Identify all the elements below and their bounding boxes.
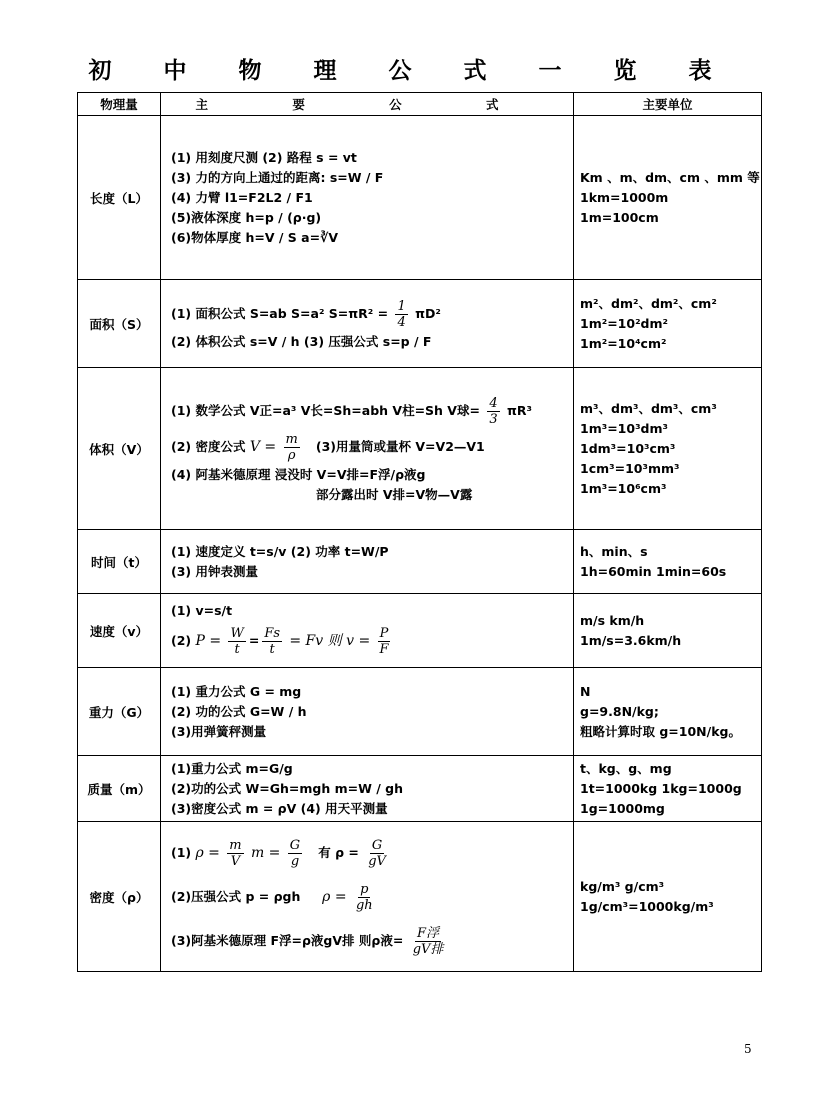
formula-line: (1)重力公式 m=G/g — [171, 760, 293, 776]
unit-line: h、min、s — [580, 543, 648, 559]
formula-text: (1) 面积公式 S=ab S=a² S=πR² = — [171, 305, 389, 321]
page-number: 5 — [744, 1042, 752, 1056]
unit-line: N — [580, 683, 591, 699]
formula-text: 有 ρ = — [318, 844, 359, 860]
unit-line: 1m=100cm — [580, 209, 659, 225]
units-cell — [574, 368, 762, 530]
formula-table — [77, 92, 762, 972]
quantity-cell: 密度（ρ） — [78, 822, 161, 972]
unit-line: 1g=1000mg — [580, 800, 665, 816]
formula-text: ρ = — [322, 888, 347, 905]
unit-line: 1m²=10⁴cm² — [580, 335, 667, 351]
fraction — [395, 299, 407, 330]
unit-line: 1cm³=10³mm³ — [580, 460, 680, 476]
fraction-numerator: G — [371, 837, 383, 853]
formula-line: (1) v=s/t — [171, 602, 233, 618]
formula-line: (2) 功的公式 G=W / h — [171, 703, 307, 719]
quantity-cell: 重力（G） — [78, 668, 161, 756]
fraction-numerator: m — [285, 431, 298, 447]
formula-text: ρ = — [195, 844, 220, 861]
formula-line — [171, 429, 567, 465]
units-cell — [574, 594, 762, 668]
unit-line: 1m³=10³dm³ — [580, 420, 668, 436]
units-cell — [574, 756, 762, 822]
quantity-cell: 长度（L） — [78, 116, 161, 280]
formula-line — [171, 393, 567, 429]
formula-cell — [161, 116, 574, 280]
formula-cell — [161, 668, 574, 756]
table-row — [78, 368, 762, 530]
unit-line: 1m²=10²dm² — [580, 315, 668, 331]
unit-line: 1km=1000m — [580, 189, 669, 205]
fraction — [354, 882, 375, 913]
fraction-numerator: 4 — [489, 395, 498, 411]
quantity-cell: 时间（t） — [78, 530, 161, 594]
fraction-denominator: g — [290, 853, 300, 869]
formula-line — [171, 919, 567, 963]
formula-cell — [161, 822, 574, 972]
formula-text: πR³ — [506, 402, 532, 418]
unit-line: kg/m³ g/cm³ — [580, 878, 665, 894]
units-cell — [574, 280, 762, 368]
formula-cell — [161, 368, 574, 530]
formula-line: (2) 体积公式 s=V / h (3) 压强公式 s=p / F — [171, 333, 432, 349]
unit-line: m³、dm³、dm³、cm³ — [580, 400, 717, 416]
formula-text: πD² — [415, 305, 441, 321]
unit-line: 1dm³=10³cm³ — [580, 440, 676, 456]
unit-line: 1g/cm³=1000kg/m³ — [580, 898, 714, 914]
fraction — [487, 396, 499, 427]
unit-line: 1t=1000kg 1kg=1000g — [580, 780, 742, 796]
unit-line: Km 、m、dm、cm 、mm 等 — [580, 169, 760, 185]
table-row — [78, 594, 762, 668]
formula-line: (1) 速度定义 t=s/v (2) 功率 t=W/P — [171, 543, 389, 559]
formula-line: (3)密度公式 m = ρV (4) 用天平测量 — [171, 800, 388, 816]
units-cell — [574, 668, 762, 756]
quantity-cell: 质量（m） — [78, 756, 161, 822]
formula-line: (2) P = $\frac{W}{t}$ = $\frac{Fs}{t}$ = Fv 则 v = $\frac{P}{F}$ — [171, 625, 389, 657]
formula-line: (2)功的公式 W=Gh=mgh m=W / gh — [171, 780, 403, 796]
unit-line: 1m/s=3.6km/h — [580, 632, 682, 648]
formula-cell — [161, 280, 574, 368]
fraction-denominator: t — [234, 641, 240, 657]
fraction — [378, 626, 391, 657]
formula-cell — [161, 594, 574, 668]
fraction — [366, 838, 388, 869]
header-quantity: 物理量 — [78, 93, 161, 116]
fraction — [288, 838, 302, 869]
formula-text: (2)压强公式 p = ρgh — [171, 888, 301, 904]
quantity-cell: 体积（V） — [78, 368, 161, 530]
formula-text: = Fv 则 v = — [289, 632, 371, 649]
table-row — [78, 822, 762, 972]
formula-cell — [161, 530, 574, 594]
unit-line: t、kg、g、mg — [580, 760, 672, 776]
table-row — [78, 116, 762, 280]
formula-line — [171, 875, 567, 919]
unit-line: 1m³=10⁶cm³ — [580, 480, 667, 496]
fraction-numerator: G — [289, 837, 301, 853]
fraction — [411, 926, 446, 957]
formula-text: (2) — [171, 632, 192, 648]
fraction-denominator: gh — [355, 897, 373, 913]
fraction-numerator: P — [379, 625, 389, 641]
formula-text: (3)用量筒或量杯 V=V2—V1 — [315, 438, 485, 454]
formula-line: 部分露出时 V排=V物—V露 — [316, 486, 473, 502]
formula-line: (1) 重力公式 G = mg — [171, 683, 302, 699]
formula-line: (1) 用刻度尺测 (2) 路程 s = vt — [171, 149, 357, 165]
fraction-numerator: W — [230, 625, 244, 641]
formula-text: (3)阿基米德原理 F浮=ρ液gV排 则ρ液= — [171, 932, 404, 948]
formula-line: (3)用弹簧秤测量 — [171, 723, 267, 739]
units-cell — [574, 530, 762, 594]
fraction-denominator: 3 — [489, 411, 498, 427]
fraction-numerator: p — [360, 881, 369, 897]
fraction-denominator: 4 — [397, 314, 406, 330]
formula-cell — [161, 756, 574, 822]
table-row — [78, 668, 762, 756]
formula-line: (3) 力的方向上通过的距离: s=W / F — [171, 169, 384, 185]
unit-line: m/s km/h — [580, 612, 645, 628]
formula-line: (6)物体厚度 h=V / S a=∛V — [171, 229, 339, 245]
quantity-cell: 速度（v） — [78, 594, 161, 668]
fraction-numerator: Fs — [264, 625, 281, 641]
formula-text: (1) — [171, 844, 192, 860]
table-row — [78, 756, 762, 822]
fraction-numerator: 1 — [397, 298, 406, 314]
table-row — [78, 280, 762, 368]
page-title: 初 中 物 理 公 式 一 览 表 — [88, 57, 734, 84]
fraction — [227, 838, 243, 869]
formula-text: (2) 密度公式 — [171, 438, 246, 454]
fraction-denominator: gV排 — [412, 941, 444, 957]
formula-line: (5)液体深度 h=p / (ρ·g) — [171, 209, 322, 225]
header-formula: 主 要 公 式 — [161, 93, 574, 116]
unit-line: m²、dm²、dm²、cm² — [580, 295, 717, 311]
header-units: 主要单位 — [574, 93, 762, 116]
formula-line — [171, 831, 567, 875]
formula-line: (4) 阿基米德原理 浸没时 V=V排=F浮/ρ液g — [171, 466, 426, 482]
table-header-row — [78, 93, 762, 116]
formula-line: (3) 用钟表测量 — [171, 563, 258, 579]
fraction-denominator: ρ — [287, 447, 296, 463]
fraction-numerator: m — [229, 837, 242, 853]
fraction-denominator: F — [379, 641, 389, 657]
formula-text: (1) 数学公式 V正=a³ V长=Sh=abh V柱=Sh V球= — [171, 402, 480, 418]
fraction-denominator: t — [269, 641, 275, 657]
fraction — [228, 626, 245, 657]
formula-text: m = — [250, 844, 281, 861]
units-cell — [574, 116, 762, 280]
fraction — [262, 626, 282, 657]
fraction-denominator: gV — [368, 853, 386, 869]
quantity-cell: 面积（S） — [78, 280, 161, 368]
unit-line: 粗略计算时取 g=10N/kg。 — [580, 723, 741, 739]
units-cell — [574, 822, 762, 972]
table-row — [78, 530, 762, 594]
fraction — [284, 432, 300, 463]
formula-text: V = — [249, 438, 277, 455]
unit-line: g=9.8N/kg; — [580, 703, 659, 719]
formula-line — [171, 296, 567, 332]
formula-line: (4) 力臂 l1=F2L2 / F1 — [171, 189, 313, 205]
unit-line: 1h=60min 1min=60s — [580, 563, 727, 579]
formula-text: P = — [195, 632, 222, 649]
fraction-denominator: V — [230, 853, 241, 869]
fraction-numerator: F浮 — [417, 925, 440, 941]
